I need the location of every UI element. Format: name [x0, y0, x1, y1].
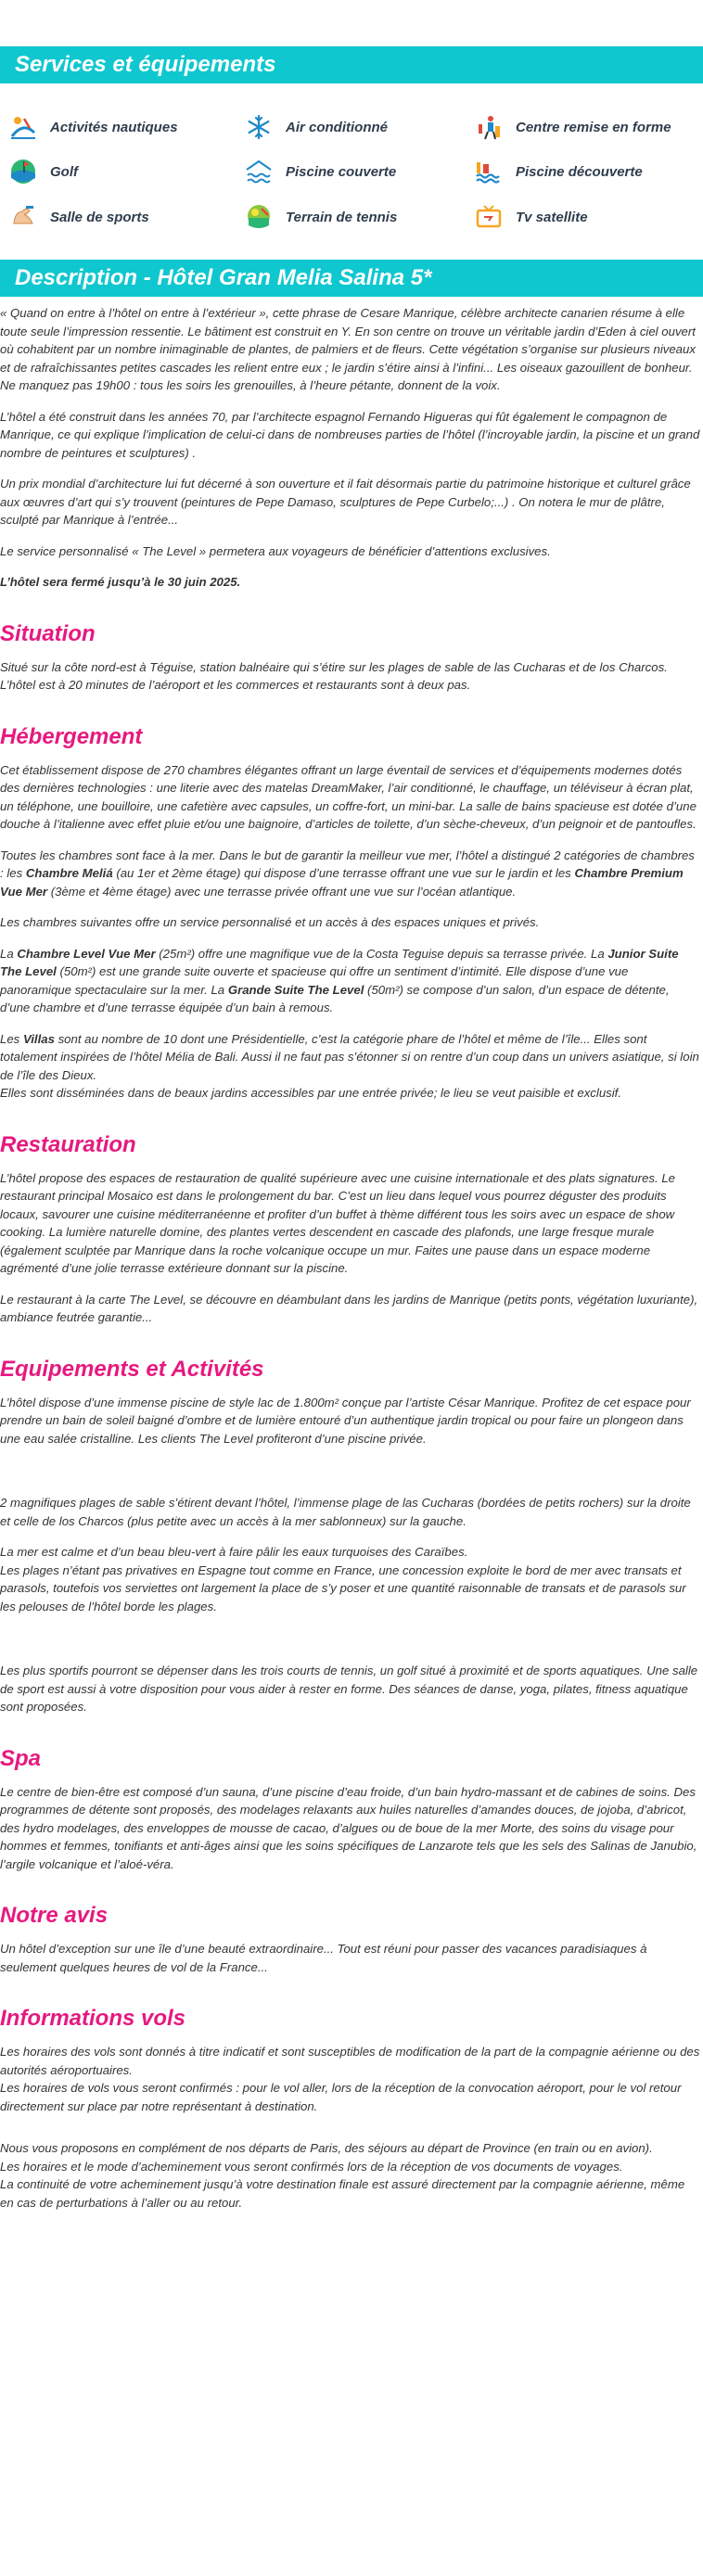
service-item: [7, 203, 149, 231]
service-item: [7, 113, 178, 141]
section-title-restauration: Restauration: [0, 1131, 136, 1157]
equipements-paragraph: La mer est calme et d’un beau bleu-vert à faire pâlir les eaux turquoises des Caraïbes. Les plages n’étant pas privatives en Espagne tout comme en France, une concession exploite le bord de mer avec transats et parasols, toutefois vos serviettes ont largement la place de s’y poser et une quantité raisonnable de transats et de parasols sur les pelouses de l’hôtel borde les plages.: [0, 1545, 686, 1613]
hebergement-paragraph: Les chambres suivantes offre un service personnalisé et un accès à des espaces uniques et privés.: [0, 915, 540, 929]
service-item: [7, 158, 78, 185]
closure-notice: L’hôtel sera fermé jusqu’à le 30 juin 2025.: [0, 575, 241, 589]
section-title-situation: Situation: [0, 620, 96, 646]
service-label: Air conditionné: [286, 119, 388, 135]
indoor-pool-icon: [243, 158, 275, 185]
service-label: Piscine couverte: [286, 163, 397, 180]
service-label: Piscine découverte: [516, 163, 643, 180]
description-section: [0, 297, 703, 2212]
service-item: [243, 203, 397, 231]
outdoor-pool-icon: [473, 158, 505, 185]
dumbbell-arm-icon: [7, 203, 39, 231]
service-item: [473, 203, 588, 231]
service-item: [243, 158, 396, 185]
hebergement-paragraph: Les Villas sont au nombre de 10 dont une Présidentielle, c’est la catégorie phare de l’hôtel et même de l’île... Elles sont totalement inspirées de l’hôtel Mélia de Bali. Aussi il ne faut pas s’étonner si on rentre d’un coup dans un univers asiatique, si loin de l’île des Dieux. Elles sont disséminées dans de beaux jardins accessibles par une entrée privée; le lieu se veut paisible et exclusif.: [0, 1031, 699, 1100]
hebergement-paragraph: Cet établissement dispose de 270 chambres élégantes offrant un large éventail de services et d’équipements modernes dotés des dernières technologies : une literie avec des matelas DreamMaker, l’air conditionné, le chauffage, un téléviseur à écran plat, un téléphone, une bouilloire, une cafetière avec capsules, un coffre-fort, un mini-bar. La salle de bains spacieuse est dotée d’une douche à l’italienne avec effet pluie et/ou une baignoire, d’articles de toilette, d’un sèche-cheveux, d’un peignoir et de pantoufles.: [0, 762, 697, 831]
description-paragraph: Le service personnalisé « The Level » permetera aux voyageurs de bénéficier d’attentions exclusives.: [0, 543, 551, 558]
tv-satellite-icon: [473, 203, 505, 231]
description-paragraph: Un prix mondial d’architecture lui fut décerné à son ouverture et il fait désormais partie du patrimoine historique et culturel grâce aux œuvres d’art qui s’y trouvent (peintures de Pepe Damaso, sculptures de Pepe Curbelo;...) . On notera le mur de plâtre, sculpté par Manrique à l’entrée...: [0, 477, 691, 527]
service-label: Terrain de tennis: [286, 209, 398, 225]
service-item: [473, 158, 643, 185]
section-title-vols: Informations vols: [0, 2006, 186, 2031]
service-item: [473, 113, 671, 141]
snowflake-icon: [243, 113, 275, 141]
restauration-paragraph: Le restaurant à la carte The Level, se découvre en déambulant dans les jardins de Manrique (petits ponts, végétation luxuriante), ambiance feutrée garantie...: [0, 1292, 698, 1324]
services-banner: Services et équipements: [0, 46, 703, 83]
fitness-center-icon: [473, 113, 505, 141]
section-title-spa: Spa: [0, 1745, 42, 1771]
section-title-equipements: Equipements et Activités: [0, 1356, 264, 1382]
equipements-paragraph: 2 magnifiques plages de sable s’étirent devant l’hôtel, l’immense plage de las Cucharas (bordées de petits rochers) sur la droite et celle de los Charcos (plus petite avec un accès à la mer sablonneux) sur la gauche.: [0, 1496, 691, 1528]
section-title-avis: Notre avis: [0, 1903, 109, 1928]
golf-icon: [7, 158, 39, 185]
service-label: Tv satellite: [516, 209, 588, 225]
vols-paragraph: Nous vous proposons en complément de nos départs de Paris, des séjours au départ de Province (en train ou en avion). Les horaires et le mode d’acheminement vous seront confirmés lors de la réception de vos documents de voyages. La continuité de votre acheminement jusqu’à votre destination finale est assuré directement par la compagnie aérienne, même en cas de perturbations à l’aller ou au retour.: [0, 2141, 685, 2210]
equipements-paragraph: L’hôtel dispose d’une immense piscine de style lac de 1.800m² conçue par l’artiste César Manrique. Profitez de cet espace pour prendre un bain de soleil baigné d’ombre et de lumière entouré d’un authentique jardin tropical ou pour faire un plongeon dans une eau salée cristalline. Les clients The Level profiteront d’une piscine privée.: [0, 1395, 691, 1446]
situation-paragraph: Situé sur la côte nord-est à Téguise, station balnéaire qui s’étire sur les plages de sable de las Cucharas et de los Charcos. L’hôtel est à 20 minutes de l’aéroport et les commerces et restaurants sont à deux pas.: [0, 659, 668, 692]
restauration-paragraph: L’hôtel propose des espaces de restauration de qualité supérieure avec une cuisine internationale et des plats signatures. Le restaurant principal Mosaico est dans le prolongement du bar. C’est un lieu dans lequel vous pourrez déguster des produits locaux, savourer une cuisine méditerranéenne et profiter d’un buffet à thème différent tous les soirs avec un espace de show cooking. La lumière naturelle domine, des plantes vertes descendent en cascade des plafonds, une large fresque murale (également sculptée par Manrique dans la roche volcanique occupe un mur. Faites une pause dans un espace moderne agrémenté d’une jolie terrasse extérieure donnant sur la piscine.: [0, 1170, 675, 1275]
equipements-paragraph: Les plus sportifs pourront se dépenser dans les trois courts de tennis, un golf situé à proximité et de sports aquatiques. Une salle de sport est aussi à votre disposition pour vous aider à rester en forme. Des séances de danse, yoga, pilates, fitness aquatique sont proposées.: [0, 1664, 698, 1714]
service-label: Golf: [50, 163, 78, 180]
spa-paragraph: Le centre de bien-être est composé d’un sauna, d’une piscine d’eau froide, d’un bain hydro-massant et de cabines de soins. Des programmes de détente sont proposés, des modelages relaxants aux huiles naturelles d’amandes douces, de jojoba, d’abricot, des hydro modelages, des enveloppes de mousse de cacao, d’algues ou de boue de la mer Morte, des soins du visage pour hommes et femmes, tonifiants et anti-âges ainsi que les soins spécifiques de Lanzarote tels que les sels des Salinas de Janubio, l’argile volcanique et l’aloé-véra.: [0, 1784, 697, 1871]
tennis-icon: [243, 203, 275, 231]
description-banner: Description - Hôtel Gran Melia Salina 5*: [0, 260, 703, 297]
section-title-hebergement: Hébergement: [0, 723, 143, 749]
hebergement-paragraph: Toutes les chambres sont face à la mer. Dans le but de garantir la meilleur vue mer, l’hôtel a distingué 2 catégories de chambres : les Chambre Meliá (au 1er et 2ème étage) qui dispose d’une terrasse offrant une vue sur le jardin et les Chambre Premium Vue Mer (3ème et 4ème étage) avec une terrasse privée offrant une vue sur l’océan atlantique.: [0, 848, 695, 899]
service-label: Activités nautiques: [50, 119, 178, 135]
hebergement-paragraph: La Chambre Level Vue Mer (25m²) offre une magnifique vue de la Costa Teguise depuis sa terrasse privée. La Junior Suite The Level (50m²) est une grande suite ouverte et spacieuse qui offre un sentiment d’intimité. Elle dispose d’une vue panoramique spectaculaire sur la mer. La Grande Suite The Level (50m²) se compose d’un salon, d’un espace de détente, d’une chambre et d’une terrasse équipée d’un bain à remous.: [0, 946, 679, 1014]
vols-paragraph: Les horaires des vols sont donnés à titre indicatif et sont susceptibles de modification de la part de la compagnie aérienne ou des autorités aéroportuaires. Les horaires de vols vous seront confirmés : pour le vol aller, lors de la réception de la convocation aéroport, pour le vol retour directement sur place par notre représentant à destination.: [0, 2045, 700, 2113]
services-grid: [0, 83, 703, 260]
service-label: Centre remise en forme: [516, 119, 671, 135]
surfboard-icon: [7, 113, 39, 141]
description-paragraph: « Quand on entre à l’hôtel on entre à l’extérieur », cette phrase de Cesare Manrique, célèbre architecte canarien résume à elle toute seule l’impression ressentie. Le bâtiment est construit en Y. En son centre on trouve un véritable jardin d’Eden à ciel ouvert où cohabitent par un nombre inimaginable de plantes, de palmiers et de fleurs. Cette végétation s’organise sur plusieurs niveaux et de rafraîchissantes petites cascades les relient entre eux ; le jardin s’étire ainsi à l’infini... Les oiseaux gazouillent de bonheur. Ne manquez pas 19h00 : tous les soirs les grenouilles, à l’heure pétante, donnent de la voix.: [0, 306, 696, 392]
avis-paragraph: Un hôtel d’exception sur une île d’une beauté extraordinaire... Tout est réuni pour passer des vacances paradisiaques à seulement quelques heures de vol de la France...: [0, 1942, 647, 1974]
service-label: Salle de sports: [50, 209, 149, 225]
service-item: [243, 113, 388, 141]
description-paragraph: L’hôtel a été construit dans les années 70, par l’architecte espagnol Fernando Higueras qui fût également le compagnon de Manrique, ce qui explique l’implication de celui-ci dans de nombreuses parties de l’hôtel (l’incroyable jardin, la piscine et un grand nombre de peintures et sculptures) .: [0, 409, 700, 460]
